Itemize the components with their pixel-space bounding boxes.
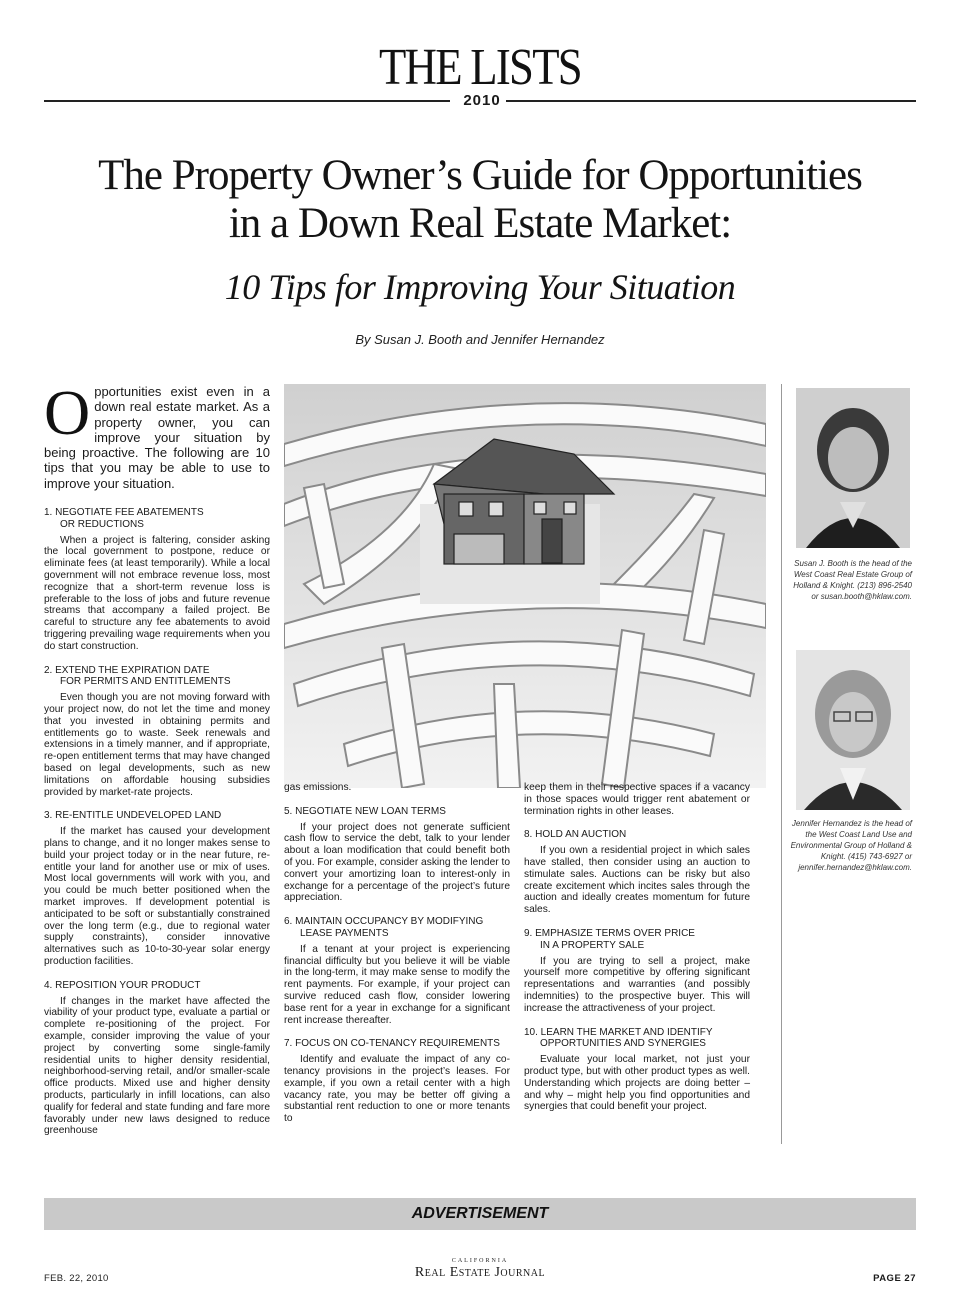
- byline: By Susan J. Booth and Jennifer Hernandez: [355, 332, 605, 347]
- author-photo-hernandez: [796, 650, 910, 810]
- tip-body: When a project is faltering, consider asking the local government to postpone, reduce or eliminate fees (at least temporarily). While a local government will not embrace revenue loss, most recognize that a short-term revenue loss is preferable to the loss of jobs and future revenue streams that accompany a failed project. Be careful to structure any fee abatements to avoid triggering prevailing wage requirements when you do start construction.: [44, 534, 270, 652]
- tip-8: [524, 829, 750, 916]
- author-caption-hernandez: Jennifer Hernandez is the head of the West Coast Land Use and Environmental Group of Holland & Knight. (415) 743-6927 or jennifer.hernandez@hklaw.com.: [790, 819, 912, 872]
- column-1: [44, 377, 270, 1149]
- tip-body: If your project does not generate sufficient cash flow to service the debt, talk to your lender about a loan modification that could benefit both of you. For example, consider asking the lender to convert your amortizing loan to interest-only in exchange for a percentage of the project’s future appreciation.: [284, 821, 510, 904]
- tip-heading: 2. EXTEND THE EXPIRATION DATE FOR PERMITS AND ENTITLEMENTS: [44, 664, 231, 688]
- tip-body: Evaluate your local market, not just your product type, but with other product types as well. Understanding which projects are doing better – and why – might help you find opportunities and synergies that could benefit your project.: [524, 1054, 750, 1113]
- column-divider: [781, 384, 782, 1144]
- headline-line-2: in a Down Real Estate Market:: [228, 200, 732, 247]
- tip-heading: 7. FOCUS ON CO-TENANCY REQUIREMENTS: [284, 1038, 500, 1050]
- maze-house-illustration: [284, 384, 766, 788]
- column-3: [524, 782, 750, 1125]
- tip-body: Identify and evaluate the impact of any co-tenancy provisions in the project’s leases. For example, if you own a retail center with a high vacancy rate, you may be better off giving a substantial rent reduction to one or more tenants to: [284, 1054, 510, 1125]
- page-number: PAGE 27: [873, 1273, 916, 1284]
- tip-heading: 6. MAINTAIN OCCUPANCY BY MODIFYING LEASE PAYMENTS: [284, 916, 484, 939]
- advertisement-banner: [44, 1198, 916, 1230]
- tip-5: [284, 806, 510, 904]
- masthead-title: THE LISTS: [379, 39, 581, 96]
- tip-heading: 1. NEGOTIATE FEE ABATEMENTS OR REDUCTIONS: [44, 507, 204, 530]
- rule-right: [506, 100, 916, 102]
- year-rule: [44, 92, 916, 109]
- tip-heading: 10. LEARN THE MARKET AND IDENTIFY OPPORTUNITIES AND SYNERGIES: [524, 1026, 713, 1050]
- tip-4: [44, 980, 270, 1137]
- tip-3: [44, 810, 270, 967]
- tip-body: If a tenant at your project is experiencing financial difficulty but you believe it will be viable in the long-term, it may make sense to modify the rent payments. For example, if your project can survive reduced cash flow, consider lowering base rent for a year in exchange for a significant rent increase thereafter.: [284, 943, 510, 1026]
- tip-heading: 5. NEGOTIATE NEW LOAN TERMS: [284, 805, 446, 817]
- rule-left: [44, 100, 450, 102]
- author-caption-booth: Susan J. Booth is the head of the West Coast Real Estate Group of Holland & Knight. (213) 896-2540 or susan.booth@hklaw.com.: [793, 559, 912, 601]
- tip-10: [524, 1027, 750, 1114]
- footer-date: FEB. 22, 2010: [44, 1273, 109, 1284]
- tip-7: [284, 1038, 510, 1125]
- tip-7-continued: keep them in their respective spaces if a vacancy in those spaces would trigger rent abatement or termination rights in other leases.: [524, 782, 750, 817]
- author-photo-booth: [796, 388, 910, 548]
- tip-6: [284, 916, 510, 1026]
- publication-logo: [380, 1258, 580, 1282]
- tip-4-continued: gas emissions.: [284, 782, 352, 793]
- drop-cap: O: [44, 377, 91, 448]
- masthead-year: 2010: [463, 92, 501, 109]
- intro-text: pportunities exist even in a down real estate market. As a property owner, you can improve your situation by being proactive. The following are 10 tips that you may be able to use to improve your situation.: [44, 384, 270, 491]
- article-headline: [40, 152, 920, 248]
- intro-paragraph: [44, 377, 270, 491]
- tip-2: [44, 665, 270, 799]
- tip-1: [44, 507, 270, 653]
- tip-body: If changes in the market have affected the viability of your product type, evaluate a partial or complete re-positioning of the project. For example, consider improving the value of your project by converting some single-family residential units to higher density residential, neighborhood-serving retail, and/or smaller-scale office products. Mixed use and higher density products, particularly in infill locations, can also qualify for federal and state funding and fare more favorably under new laws designed to reduce greenhouse: [44, 995, 270, 1137]
- logo-main-text: Real Estate Journal: [414, 1265, 546, 1280]
- tip-heading: 4. REPOSITION YOUR PRODUCT: [44, 979, 201, 991]
- headline-line-1: The Property Owner’s Guide for Opportunities: [98, 152, 862, 199]
- advertisement-label: ADVERTISEMENT: [411, 1205, 549, 1222]
- logo-small-text: CALIFORNIA: [451, 1258, 509, 1264]
- tip-heading: 8. HOLD AN AUCTION: [524, 829, 627, 841]
- tip-heading: 3. RE-ENTITLE UNDEVELOPED LAND: [44, 810, 222, 822]
- tip-body: If you are trying to sell a project, make yourself more competitive by offering significant representations and warranties (and possibly indemnities) to the prospective buyer. This will increase the attractiveness of your project.: [524, 955, 750, 1014]
- article-subhead: 10 Tips for Improving Your Situation: [224, 267, 736, 307]
- tip-heading: 9. EMPHASIZE TERMS OVER PRICE IN A PROPERTY SALE: [524, 927, 695, 951]
- column-2: [284, 782, 510, 1137]
- tip-body: Even though you are not moving forward with your project now, do not let the time and money that you invested in obtaining permits and entitlements go to waste. Seek renewals and extensions in a timely manner, and if appropriate, re-open entitlement terms that may have changed based on legal developments, such as new limitations on affordable housing subsidies provided by market-rate projects.: [44, 692, 270, 798]
- tip-body: If you own a residential project in which sales have stalled, then consider using an auction to stimulate sales. Auctions can be risky but also create excitement which incites sales through the auction and ideally creates momentum for future sales.: [524, 845, 750, 916]
- portrait-icon: [796, 388, 910, 548]
- tip-9: [524, 928, 750, 1015]
- portrait-icon: [796, 650, 910, 810]
- tip-body: If the market has caused your development plans to change, and it no longer makes sense to build your project today or in the near future, re-entitle your land for another use or mix of uses. Most local governments will work with you, and you could be much better positioned when the market improves. If development potential is anticipated to be soft or substantially constrained over the long term (e.g., due to regional water supply constraints), consider innovative alternatives such as 10-to-30-year solar energy production facilities.: [44, 826, 270, 967]
- maze-house-icon: [284, 384, 766, 788]
- masthead: [0, 40, 960, 96]
